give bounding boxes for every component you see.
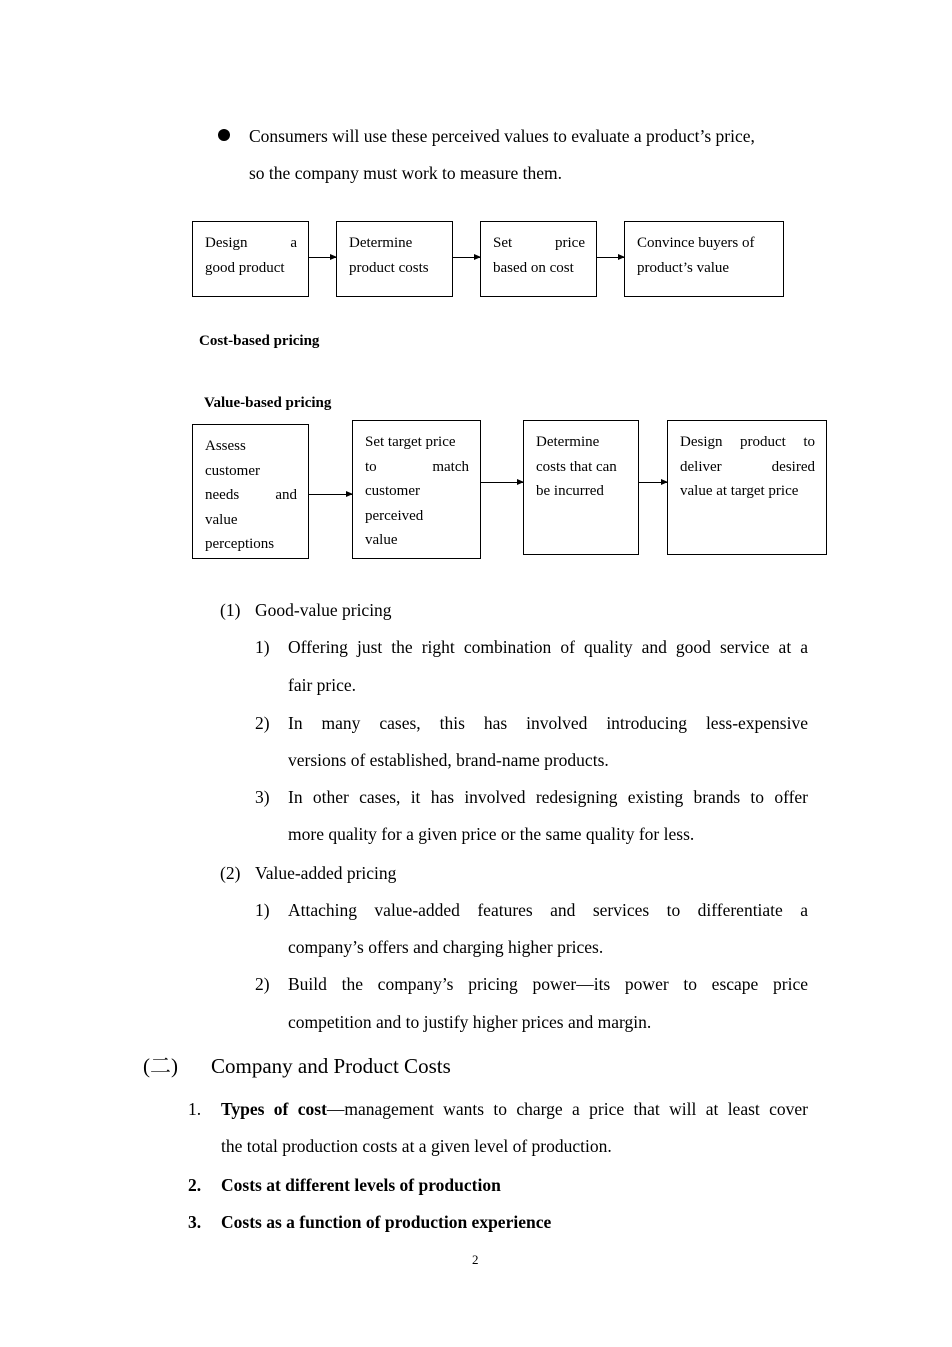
cost-item-text (221, 1099, 808, 1119)
box-line: customer (365, 483, 420, 499)
cost-box-design-product (192, 221, 309, 297)
box-line: Set target price (365, 434, 456, 450)
cost-item-number: 2. (188, 1175, 202, 1195)
cost-box-determine-costs (336, 221, 453, 297)
item-text: Build the company’s pricing power—its power to escape price (288, 974, 808, 994)
box-line: Design product to (680, 434, 815, 450)
arrow-right (453, 257, 480, 258)
item-number: 3) (255, 787, 270, 807)
arrow-right (309, 257, 336, 258)
item-text: competition and to justify higher prices and margin. (288, 1012, 652, 1032)
section-number: (二) (143, 1054, 178, 1078)
item-text: fair price. (288, 675, 357, 695)
cost-item-number: 3. (188, 1212, 202, 1232)
box-line: perceived (365, 507, 424, 524)
arrow-right (597, 257, 624, 258)
item-text: Attaching value-added features and services to differentiate a (288, 900, 808, 920)
box-line: Set price (493, 235, 585, 251)
cost-based-caption: Cost-based pricing (199, 333, 320, 349)
section-title: Company and Product Costs (211, 1054, 451, 1078)
cost-item-text: the total production costs at a given level of production. (221, 1136, 612, 1156)
value-box-determine-costs (523, 420, 639, 555)
box-line: deliver desired (680, 458, 815, 475)
box-line: good product (205, 259, 285, 276)
cost-item-bold: Costs at different levels of production (221, 1175, 501, 1195)
page-number: 2 (472, 1252, 479, 1267)
cost-item-bold: Costs as a function of production experience (221, 1212, 552, 1232)
box-line: product costs (349, 259, 429, 276)
cost-box-set-price (480, 221, 597, 297)
list-number: (2) (220, 863, 241, 883)
box-line: to match (365, 458, 469, 475)
arrow-right (309, 494, 352, 495)
list-number: (1) (220, 600, 241, 620)
box-line: perceptions (205, 536, 275, 552)
subheading-value-added: Value-added pricing (255, 863, 397, 883)
box-line: Determine (536, 434, 600, 450)
cost-box-convince-buyers (624, 221, 784, 297)
item-number: 2) (255, 713, 270, 733)
item-number: 2) (255, 974, 270, 994)
item-text: In other cases, it has involved redesigning existing brands to offer (288, 787, 808, 807)
box-line: Design a (205, 235, 297, 251)
box-line: value (365, 532, 398, 548)
cost-item-number: 1. (188, 1099, 202, 1119)
value-box-assess-customer (192, 424, 309, 559)
value-box-design-product (667, 420, 827, 555)
box-line: Assess (205, 438, 246, 454)
value-based-caption: Value-based pricing (204, 395, 332, 411)
item-text: versions of established, brand-name products. (288, 750, 609, 770)
arrow-right (481, 482, 523, 483)
box-line: customer (205, 462, 260, 479)
item-text: In many cases, this has involved introducing less-expensive (288, 713, 808, 733)
subheading-good-value: Good-value pricing (255, 600, 392, 620)
item-text: Offering just the right combination of quality and good service at a (288, 637, 808, 657)
box-line: costs that can (536, 458, 617, 475)
value-box-set-target-price (352, 420, 481, 559)
box-line: value at target price (680, 483, 799, 499)
box-line: be incurred (536, 483, 604, 499)
box-line: based on cost (493, 259, 574, 276)
arrow-right (639, 482, 667, 483)
box-line: Convince buyers of (637, 235, 755, 251)
item-number: 1) (255, 900, 270, 920)
cost-item-bold: Types of cost (221, 1099, 327, 1119)
box-line: value (205, 511, 238, 528)
bullet-line-2: so the company must work to measure them. (249, 163, 562, 183)
item-number: 1) (255, 637, 270, 657)
box-line: Determine (349, 235, 413, 251)
item-text: company’s offers and charging higher prices. (288, 937, 604, 957)
cost-item-rest: —management wants to charge a price that will at least cover (326, 1099, 808, 1119)
bullet-line-1: Consumers will use these perceived values to evaluate a product’s price, (249, 126, 755, 146)
bullet-dot (218, 129, 230, 141)
box-line: needs and (205, 487, 297, 503)
item-text: more quality for a given price or the same quality for less. (288, 824, 695, 844)
box-line: product’s value (637, 259, 730, 276)
